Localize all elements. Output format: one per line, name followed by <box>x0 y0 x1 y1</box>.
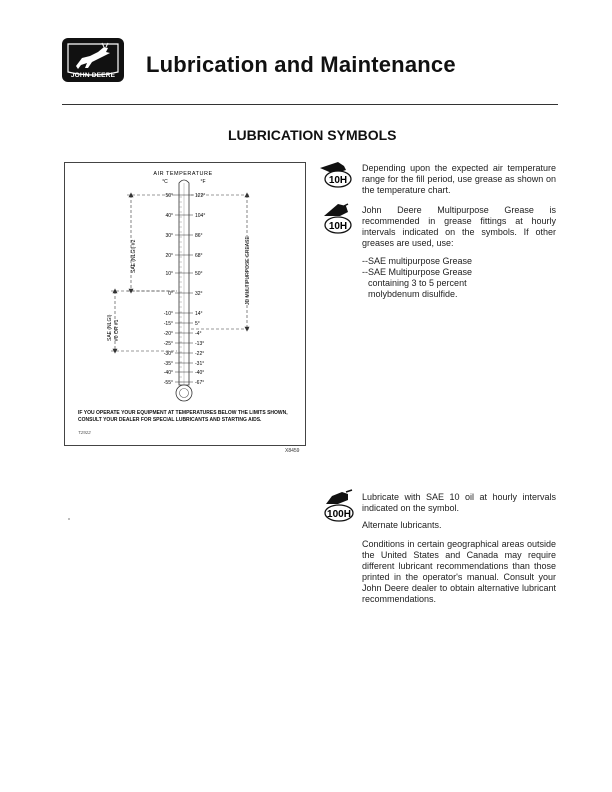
celsius-tick-label: 30° <box>165 233 173 239</box>
list-item: --SAE Multipurpose Grease <box>362 267 473 277</box>
fahrenheit-tick-label: -4° <box>195 331 202 337</box>
temperature-chart <box>64 162 306 446</box>
fahrenheit-tick-label: 32° <box>195 291 203 297</box>
fahrenheit-tick-label: -31° <box>195 361 205 367</box>
oil-para-2: Alternate lubricants. <box>362 520 442 530</box>
sae-nlgi-2-label: SAE (NLGI) #2 <box>131 239 137 273</box>
celsius-tick-label: 50° <box>165 193 173 199</box>
celsius-tick-label: 20° <box>165 253 173 259</box>
chart-title: AIR TEMPERATURE <box>153 171 213 177</box>
grease-fitting-interval-label: 10H <box>328 221 348 232</box>
grease-gun-icon <box>318 160 354 195</box>
chart-warning: IF YOU OPERATE YOUR EQUIPMENT AT TEMPERATURES BELOW THE LIMITS SHOWN, CONSULT YOUR DEALER FOR SPECIAL LUBRICANTS AND STARTING AIDS. <box>78 410 288 423</box>
sae-nlgi-0-1-label: SAE (NLGI) #0 OR #1 <box>107 314 120 341</box>
celsius-tick-label: -15° <box>163 321 173 327</box>
logo-wordmark: JOHN DEERE <box>70 72 116 79</box>
chart-code: T2922 <box>78 430 91 435</box>
grease-para-1: Depending upon the expected air temperature range for the fill period, use grease as shown on the temperature chart. <box>362 163 556 195</box>
fahrenheit-tick-label: 50° <box>195 271 203 277</box>
fahrenheit-tick-label: -22° <box>195 351 205 357</box>
thermometer-bulb <box>176 385 192 401</box>
list-item: containing 3 to 5 percent <box>368 278 467 288</box>
page-title: Lubrication and Maintenance <box>146 52 456 77</box>
fahrenheit-tick-label: -40° <box>195 370 205 376</box>
fahrenheit-tick-label: 5° <box>195 321 200 327</box>
celsius-tick-label: 0° <box>168 291 173 297</box>
oil-para-3: Conditions in certain geographical areas outside the United States and Canada may require different lubricant recommendations than those printed in the operator's manual. Consult your John Deere dealer to obtain alternative lubricant recommendations. <box>362 539 556 604</box>
jd-grease-label: JD MULTIPURPOSE GREASE <box>245 236 251 305</box>
list-item: --SAE multipurpose Grease <box>362 256 473 266</box>
thermometer-figure <box>65 163 305 445</box>
celsius-tick-label: -10° <box>163 311 173 317</box>
figure-id: X8459 <box>285 448 300 454</box>
celsius-unit: °C <box>162 179 168 185</box>
celsius-tick-label: -55° <box>163 380 173 386</box>
header-divider <box>62 104 558 105</box>
fahrenheit-tick-label: 122° <box>195 193 206 199</box>
celsius-tick-label: 40° <box>165 213 173 219</box>
list-item: molybdenum disulfide. <box>368 289 458 299</box>
fahrenheit-tick-label: 68° <box>195 253 203 259</box>
oil-can-icon <box>318 488 356 529</box>
celsius-tick-label: -20° <box>163 331 173 337</box>
celsius-tick-label: 10° <box>165 271 173 277</box>
fahrenheit-tick-label: 104° <box>195 213 206 219</box>
fahrenheit-tick-label: 14° <box>195 311 203 317</box>
scan-speck <box>68 518 70 520</box>
grease-para-2: John Deere Multipurpose Grease is recommended in grease fittings at hourly intervals indicated on the symbols. If other greases are used, use: <box>362 205 556 248</box>
celsius-tick-label: -40° <box>163 370 173 376</box>
fahrenheit-tick-label: -67° <box>195 380 205 386</box>
fahrenheit-tick-label: -13° <box>195 341 205 347</box>
grease-alternatives-list <box>362 256 556 300</box>
fahrenheit-unit: °F <box>200 179 206 185</box>
fahrenheit-tick-label: 86° <box>195 233 203 239</box>
john-deere-logo <box>62 38 124 82</box>
oil-para-1: Lubricate with SAE 10 oil at hourly intervals indicated on the symbol. <box>362 492 556 513</box>
celsius-tick-label: -35° <box>163 361 173 367</box>
grease-fitting-icon <box>318 202 354 241</box>
section-title: LUBRICATION SYMBOLS <box>228 127 397 143</box>
celsius-tick-label: -30° <box>163 351 173 357</box>
oil-interval-label: 100H <box>327 509 351 520</box>
celsius-tick-label: -25° <box>163 341 173 347</box>
grease-interval-label: 10H <box>328 175 348 186</box>
